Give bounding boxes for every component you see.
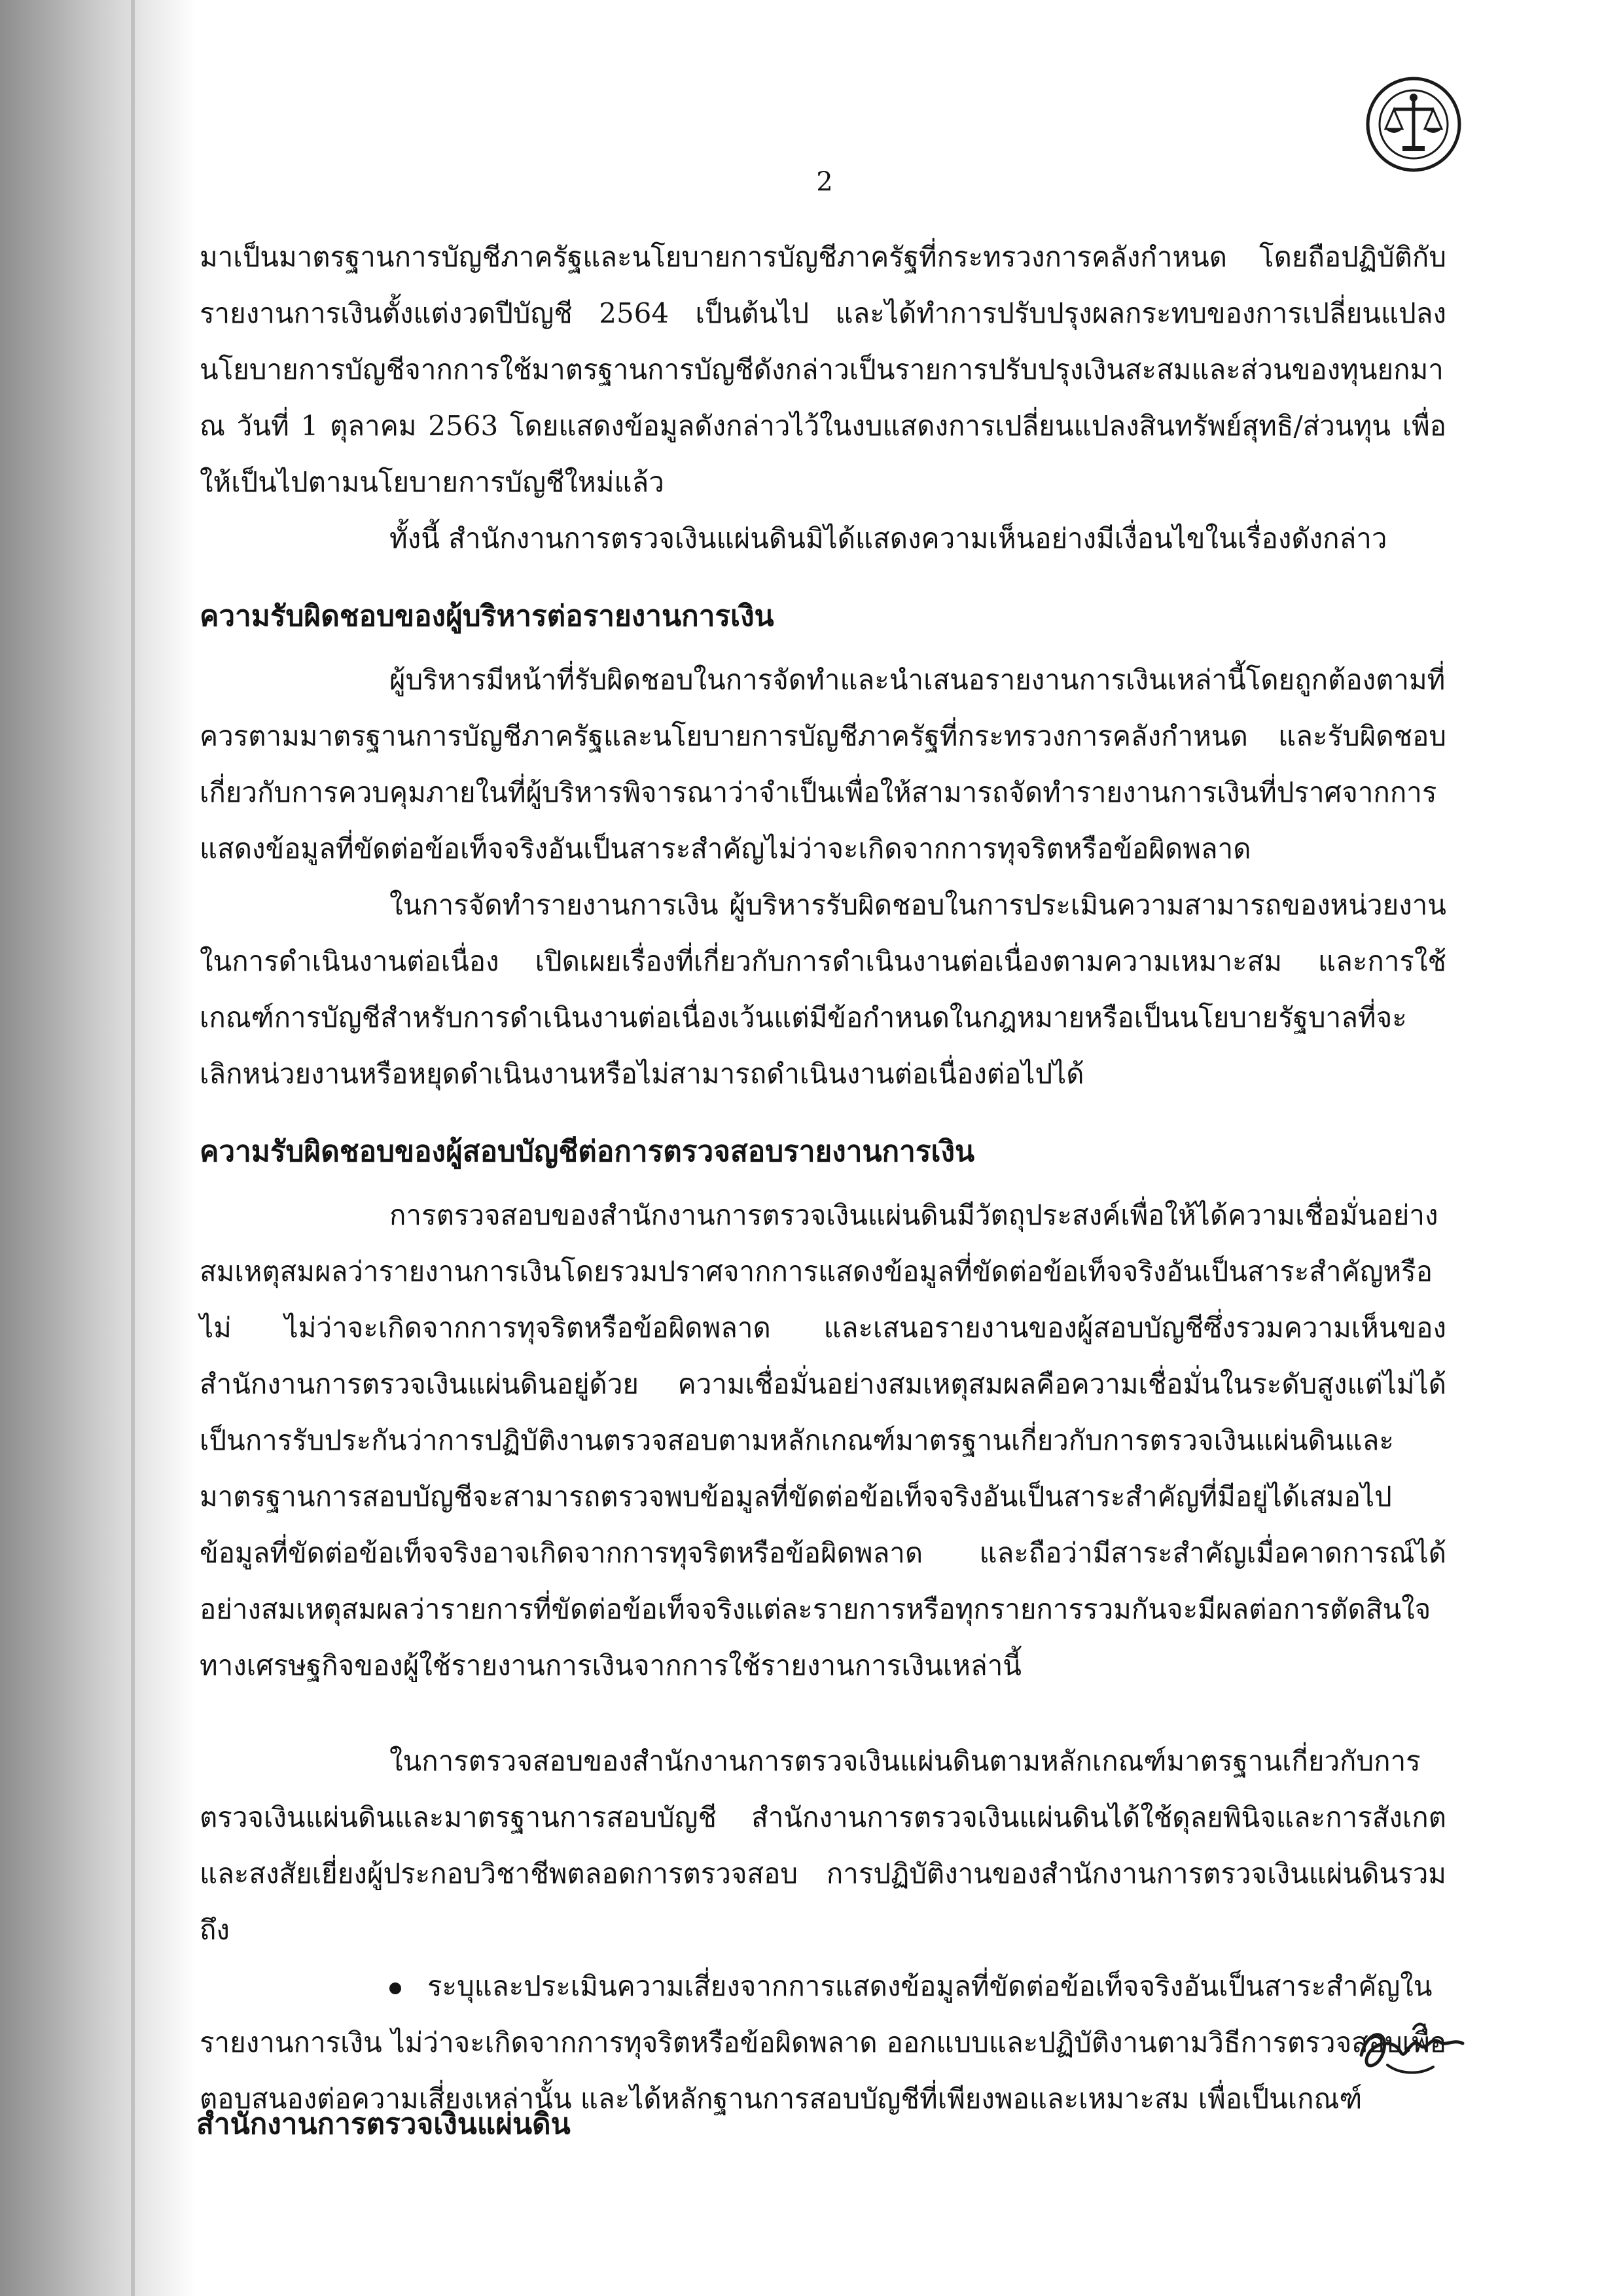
paragraph: ผู้บริหารมีหน้าที่รับผิดชอบในการจัดทำและนำเสนอรายงานการเงินเหล่านี้โดยถูกต้องตามที่ควรตามมาตรฐานการบัญชีภาครัฐและนโยบายการบัญชีภาครัฐที่กระทรวงการคลังกำหนด และรับผิดชอบเกี่ยวกับการควบคุมภายในที่ผู้บริหารพิจารณาว่าจำเป็นเพื่อให้สามารถจัดทำรายงานการเงินที่ปราศจากการแสดงข้อมูลที่ขัดต่อข้อเท็จจริงอันเป็นสาระสำคัญไม่ว่าจะเกิดจากการทุจริตหรือข้อผิดพลาด: [200, 664, 1446, 865]
bullet-dot-icon: [389, 1982, 401, 1994]
paragraph: ในการจัดทำรายงานการเงิน ผู้บริหารรับผิดชอบในการประเมินความสามารถของหน่วยงานในการดำเนินงานต่อเนื่อง เปิดเผยเรื่องที่เกี่ยวกับการดำเนินงานต่อเนื่องตามความเหมาะสม และการใช้เกณฑ์การบัญชีสำหรับการดำเนินงานต่อเนื่องเว้นแต่มีข้อกำหนดในกฎหมายหรือเป็นนโยบายรัฐบาลที่จะเลิกหน่วยงานหรือหยุดดำเนินงานหรือไม่สามารถดำเนินงานต่อเนื่องต่อไปได้: [200, 889, 1446, 1090]
scan-binding-shadow: [0, 0, 196, 2296]
office-seal-icon: [1364, 75, 1463, 173]
footer-organization: สำนักงานการตรวจเงินแผ่นดิน: [196, 2108, 571, 2141]
bullet-text: ระบุและประเมินความเสี่ยงจากการแสดงข้อมูลที่ขัดต่อข้อเท็จจริงอันเป็นสาระสำคัญในรายงานการเงิน ไม่ว่าจะเกิดจากการทุจริตหรือข้อผิดพลาด ออกแบบและปฏิบัติงานตามวิธีการตรวจสอบเพื่อตอบสนองต่อความเสี่ยงเหล่านั้น และได้หลักฐานการสอบบัญชีที่เพียงพอและเหมาะสม เพื่อเป็นเกณฑ์: [200, 1970, 1446, 2115]
handwritten-signature: [1348, 2009, 1472, 2088]
paragraph: ทั้งนี้ สำนักงานการตรวจเงินแผ่นดินมิได้แสดงความเห็นอย่างมีเงื่อนไขในเรื่องดังกล่าว: [389, 522, 1387, 554]
paragraph: การตรวจสอบของสำนักงานการตรวจเงินแผ่นดินมีวัตถุประสงค์เพื่อให้ได้ความเชื่อมั่นอย่างสมเหตุสมผลว่ารายงานการเงินโดยรวมปราศจากการแสดงข้อมูลที่ขัดต่อข้อเท็จจริงอันเป็นสาระสำคัญหรือไม่ ไม่ว่าจะเกิดจากการทุจริตหรือข้อผิดพลาด และเสนอรายงานของผู้สอบบัญชีซึ่งรวมความเห็นของสำนักงานการตรวจเงินแผ่นดินอยู่ด้วย ความเชื่อมั่นอย่างสมเหตุสมผลคือความเชื่อมั่นในระดับสูงแต่ไม่ได้เป็นการรับประกันว่าการปฏิบัติงานตรวจสอบตามหลักเกณฑ์มาตรฐานเกี่ยวกับการตรวจเงินแผ่นดินและมาตรฐานการสอบบัญชีจะสามารถตรวจพบข้อมูลที่ขัดต่อข้อเท็จจริงอันเป็นสาระสำคัญที่มีอยู่ได้เสมอไป ข้อมูลที่ขัดต่อข้อเท็จจริงอาจเกิดจากการทุจริตหรือข้อผิดพลาด และถือว่ามีสาระสำคัญเมื่อคาดการณ์ได้อย่างสมเหตุสมผลว่ารายการที่ขัดต่อข้อเท็จจริงแต่ละรายการหรือทุกรายการรวมกันจะมีผลต่อการตัดสินใจทางเศรษฐกิจของผู้ใช้รายงานการเงินจากการใช้รายงานการเงินเหล่านี้: [200, 1199, 1446, 1681]
document-body: [200, 229, 1446, 2127]
paragraph: มาเป็นมาตรฐานการบัญชีภาครัฐและนโยบายการบัญชีภาครัฐที่กระทรวงการคลังกำหนด โดยถือปฏิบัติกับรายงานการเงินตั้งแต่งวดปีบัญชี 2564 เป็นต้นไป และได้ทำการปรับปรุงผลกระทบของการเปลี่ยนแปลงนโยบายการบัญชีจากการใช้มาตรฐานการบัญชีดังกล่าวเป็นรายการปรับปรุงเงินสะสมและส่วนของทุนยกมา ณ วันที่ 1 ตุลาคม 2563 โดยแสดงข้อมูลดังกล่าวไว้ในงบแสดงการเปลี่ยนแปลงสินทรัพย์สุทธิ/ส่วนทุน เพื่อให้เป็นไปตามนโยบายการบัญชีใหม่แล้ว: [200, 241, 1446, 498]
section-heading-management: ความรับผิดชอบของผู้บริหารต่อรายงานการเงิน: [200, 600, 774, 633]
scan-binding-line: [131, 0, 135, 2296]
section-heading-auditor: ความรับผิดชอบของผู้สอบบัญชีต่อการตรวจสอบรายงานการเงิน: [200, 1135, 975, 1168]
paragraph: ในการตรวจสอบของสำนักงานการตรวจเงินแผ่นดินตามหลักเกณฑ์มาตรฐานเกี่ยวกับการตรวจเงินแผ่นดินและมาตรฐานการสอบบัญชี สำนักงานการตรวจเงินแผ่นดินได้ใช้ดุลยพินิจและการสังเกตและสงสัยเยี่ยงผู้ประกอบวิชาชีพตลอดการตรวจสอบ การปฏิบัติงานของสำนักงานการตรวจเงินแผ่นดินรวมถึง: [200, 1745, 1446, 1946]
page-number: 2: [816, 167, 833, 197]
